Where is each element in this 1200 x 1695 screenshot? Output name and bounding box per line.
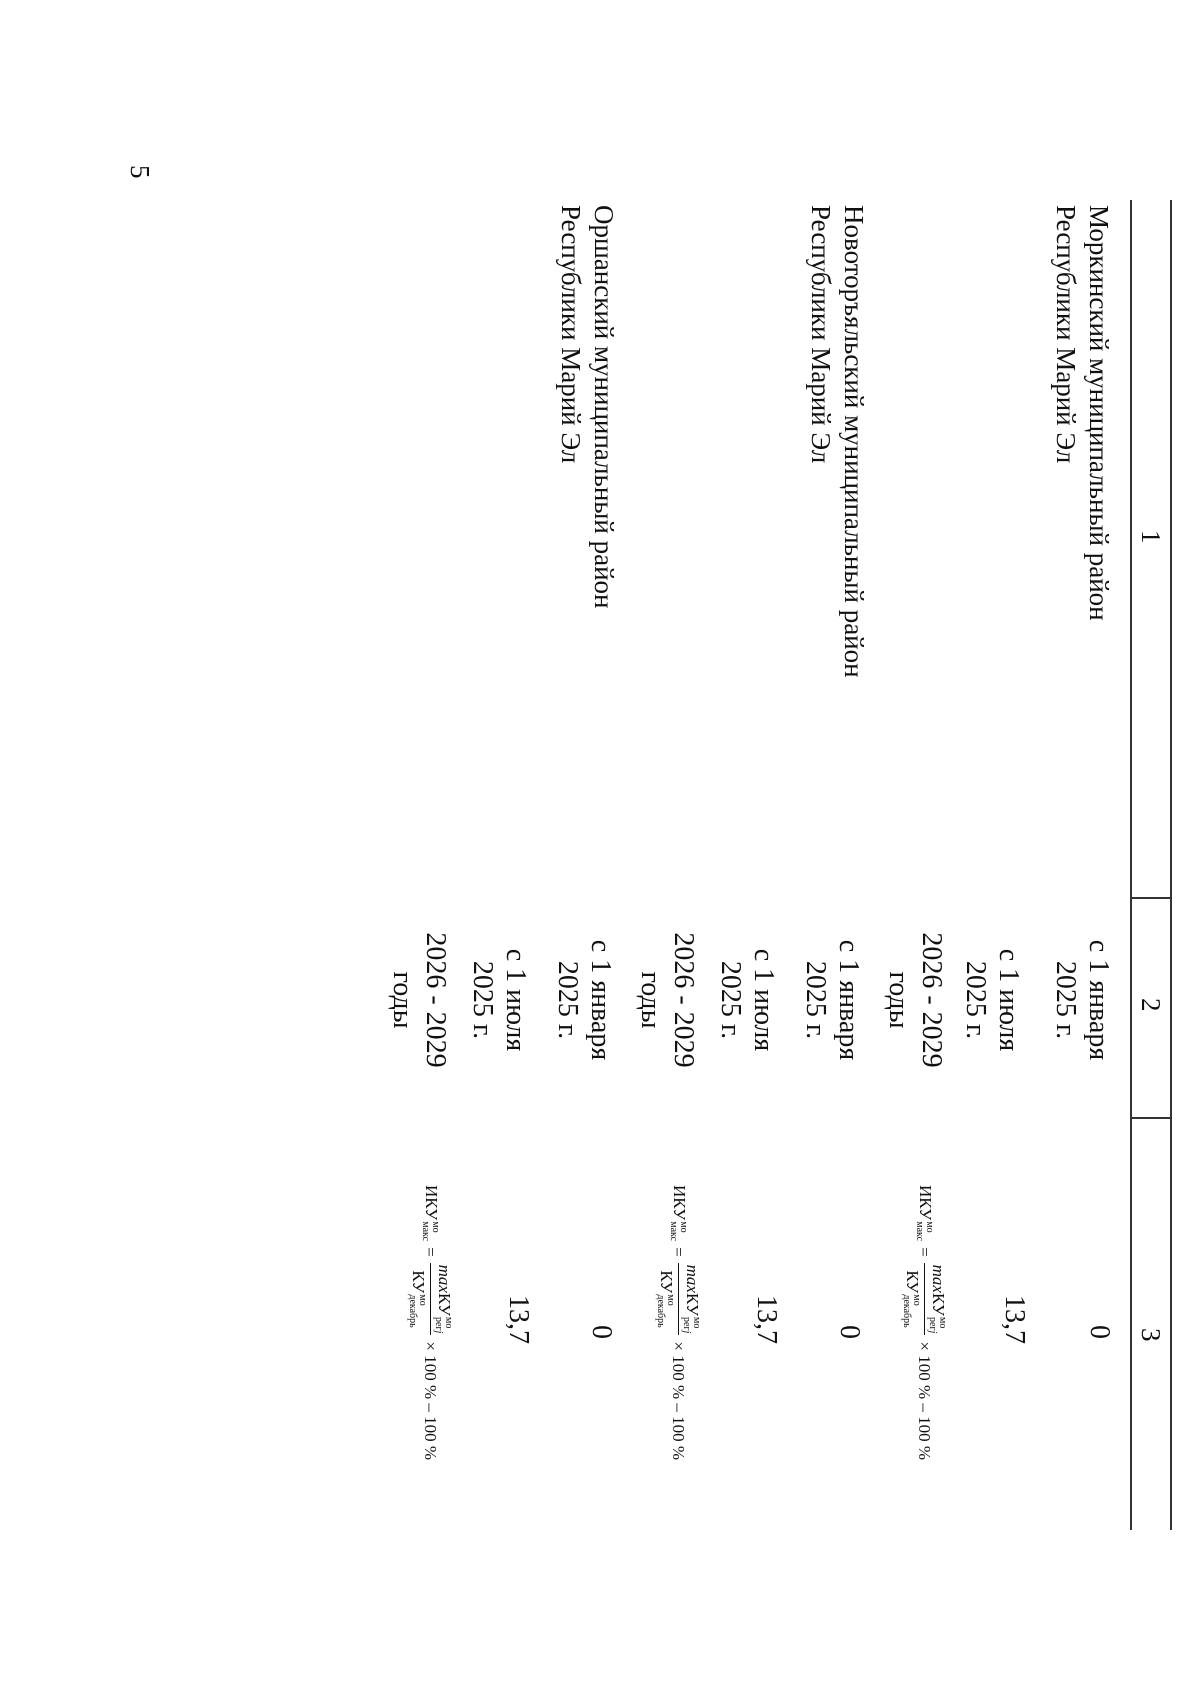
region-name: Моркинский муниципальный район Республики Марий Эл bbox=[1051, 205, 1114, 621]
value-cell: 13,7 bbox=[503, 1295, 534, 1344]
formula: ИКУ мо макс = maxКУ мо регj КУ мо декабрь × 100 % – 100 % bbox=[900, 1185, 948, 1461]
value-cell: 0 bbox=[834, 1325, 865, 1339]
value-cell: 0 bbox=[1084, 1325, 1115, 1339]
column-header-3: 3 bbox=[1136, 1328, 1166, 1342]
period-cell: 2026 - 2029 годы bbox=[635, 932, 699, 1068]
period-cell: 2026 - 2029 годы bbox=[387, 932, 451, 1068]
period-cell: 2026 - 2029 годы bbox=[883, 932, 947, 1068]
period-cell: с 1 января 2025 г. bbox=[800, 939, 864, 1061]
region-name: Оршанский муниципальный район Республики Марий Эл bbox=[556, 205, 619, 609]
header-bottom-rule bbox=[1131, 200, 1133, 1530]
formula: ИКУ мо макс = maxКУ мо регj КУ мо декабрь × 100 % – 100 % bbox=[654, 1185, 702, 1461]
header-divider-2 bbox=[1132, 1117, 1172, 1119]
period-cell: с 1 января 2025 г. bbox=[552, 939, 616, 1061]
value-cell: 13,7 bbox=[999, 1295, 1030, 1344]
period-cell: с 1 июля 2025 г. bbox=[715, 948, 779, 1052]
rotated-table bbox=[210, 160, 1200, 1550]
column-header-2: 2 bbox=[1136, 998, 1166, 1012]
period-cell: с 1 июля 2025 г. bbox=[960, 948, 1024, 1052]
formula: ИКУ мо макс = maxКУ мо регj КУ мо декабрь × 100 % – 100 % bbox=[406, 1185, 454, 1461]
region-name: Новоторъяльский муниципальный район Республики Марий Эл bbox=[806, 205, 869, 678]
page-number: 5 bbox=[125, 165, 155, 179]
column-header-1: 1 bbox=[1136, 530, 1166, 544]
table-top-rule bbox=[1171, 200, 1173, 1530]
value-cell: 0 bbox=[586, 1325, 617, 1339]
period-cell: с 1 января 2025 г. bbox=[1050, 939, 1114, 1061]
period-cell: с 1 июля 2025 г. bbox=[467, 948, 531, 1052]
header-divider-1 bbox=[1132, 897, 1172, 899]
value-cell: 13,7 bbox=[751, 1295, 782, 1344]
